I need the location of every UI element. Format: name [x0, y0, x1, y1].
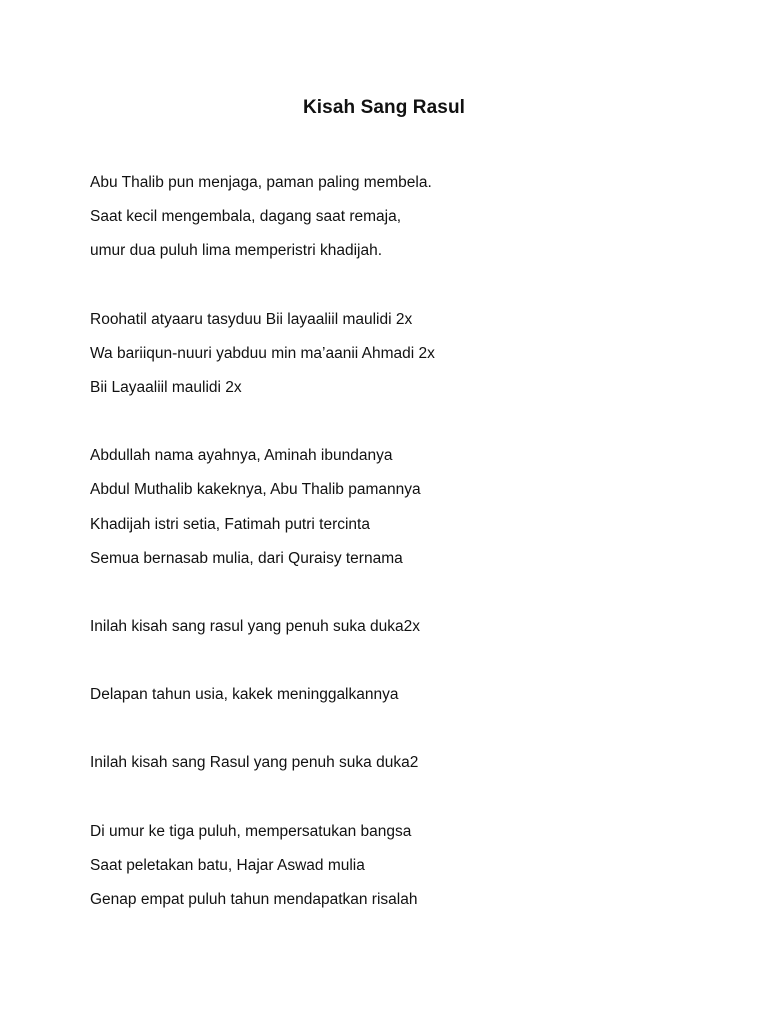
lyric-line: Saat kecil mengembala, dagang saat remaja, [90, 208, 402, 226]
stanza [90, 610, 730, 644]
lyric-line: Bii Layaaliil maulidi 2x [90, 379, 242, 397]
stanza [90, 678, 730, 712]
lyric-line: Abdullah nama ayahnya, Aminah ibundanya [90, 447, 393, 465]
lyric-line: Delapan tahun usia, kakek meninggalkannya [90, 686, 399, 704]
lyric-line: Semua bernasab mulia, dari Quraisy ternama [90, 549, 403, 567]
stanza [90, 166, 730, 269]
lyric-line: Roohatil atyaaru tasyduu Bii layaaliil maulidi 2x [90, 310, 413, 328]
lyric-line: Genap empat puluh tahun mendapatkan risalah [90, 891, 418, 909]
lyric-line: Wa bariiqun-nuuri yabduu min ma’aanii Ahmadi 2x [90, 344, 435, 362]
stanza [90, 303, 730, 406]
lyric-line: umur dua puluh lima memperistri khadijah. [90, 242, 383, 260]
lyric-line: Saat peletakan batu, Hajar Aswad mulia [90, 856, 365, 874]
stanza [90, 815, 730, 918]
lyric-line: Di umur ke tiga puluh, mempersatukan bangsa [90, 822, 412, 840]
lyric-line: Khadijah istri setia, Fatimah putri tercinta [90, 515, 370, 533]
lyric-line: Abdul Muthalib kakeknya, Abu Thalib pamannya [90, 481, 421, 499]
lyrics-body [90, 166, 730, 951]
stanza [90, 746, 730, 780]
stanza [90, 439, 730, 576]
lyric-line: Inilah kisah sang Rasul yang penuh suka duka2 [90, 754, 419, 772]
document-title: Kisah Sang Rasul [302, 97, 466, 118]
lyric-line: Inilah kisah sang rasul yang penuh suka duka2x [90, 618, 421, 636]
lyric-line: Abu Thalib pun menjaga, paman paling membela. [90, 174, 432, 191]
